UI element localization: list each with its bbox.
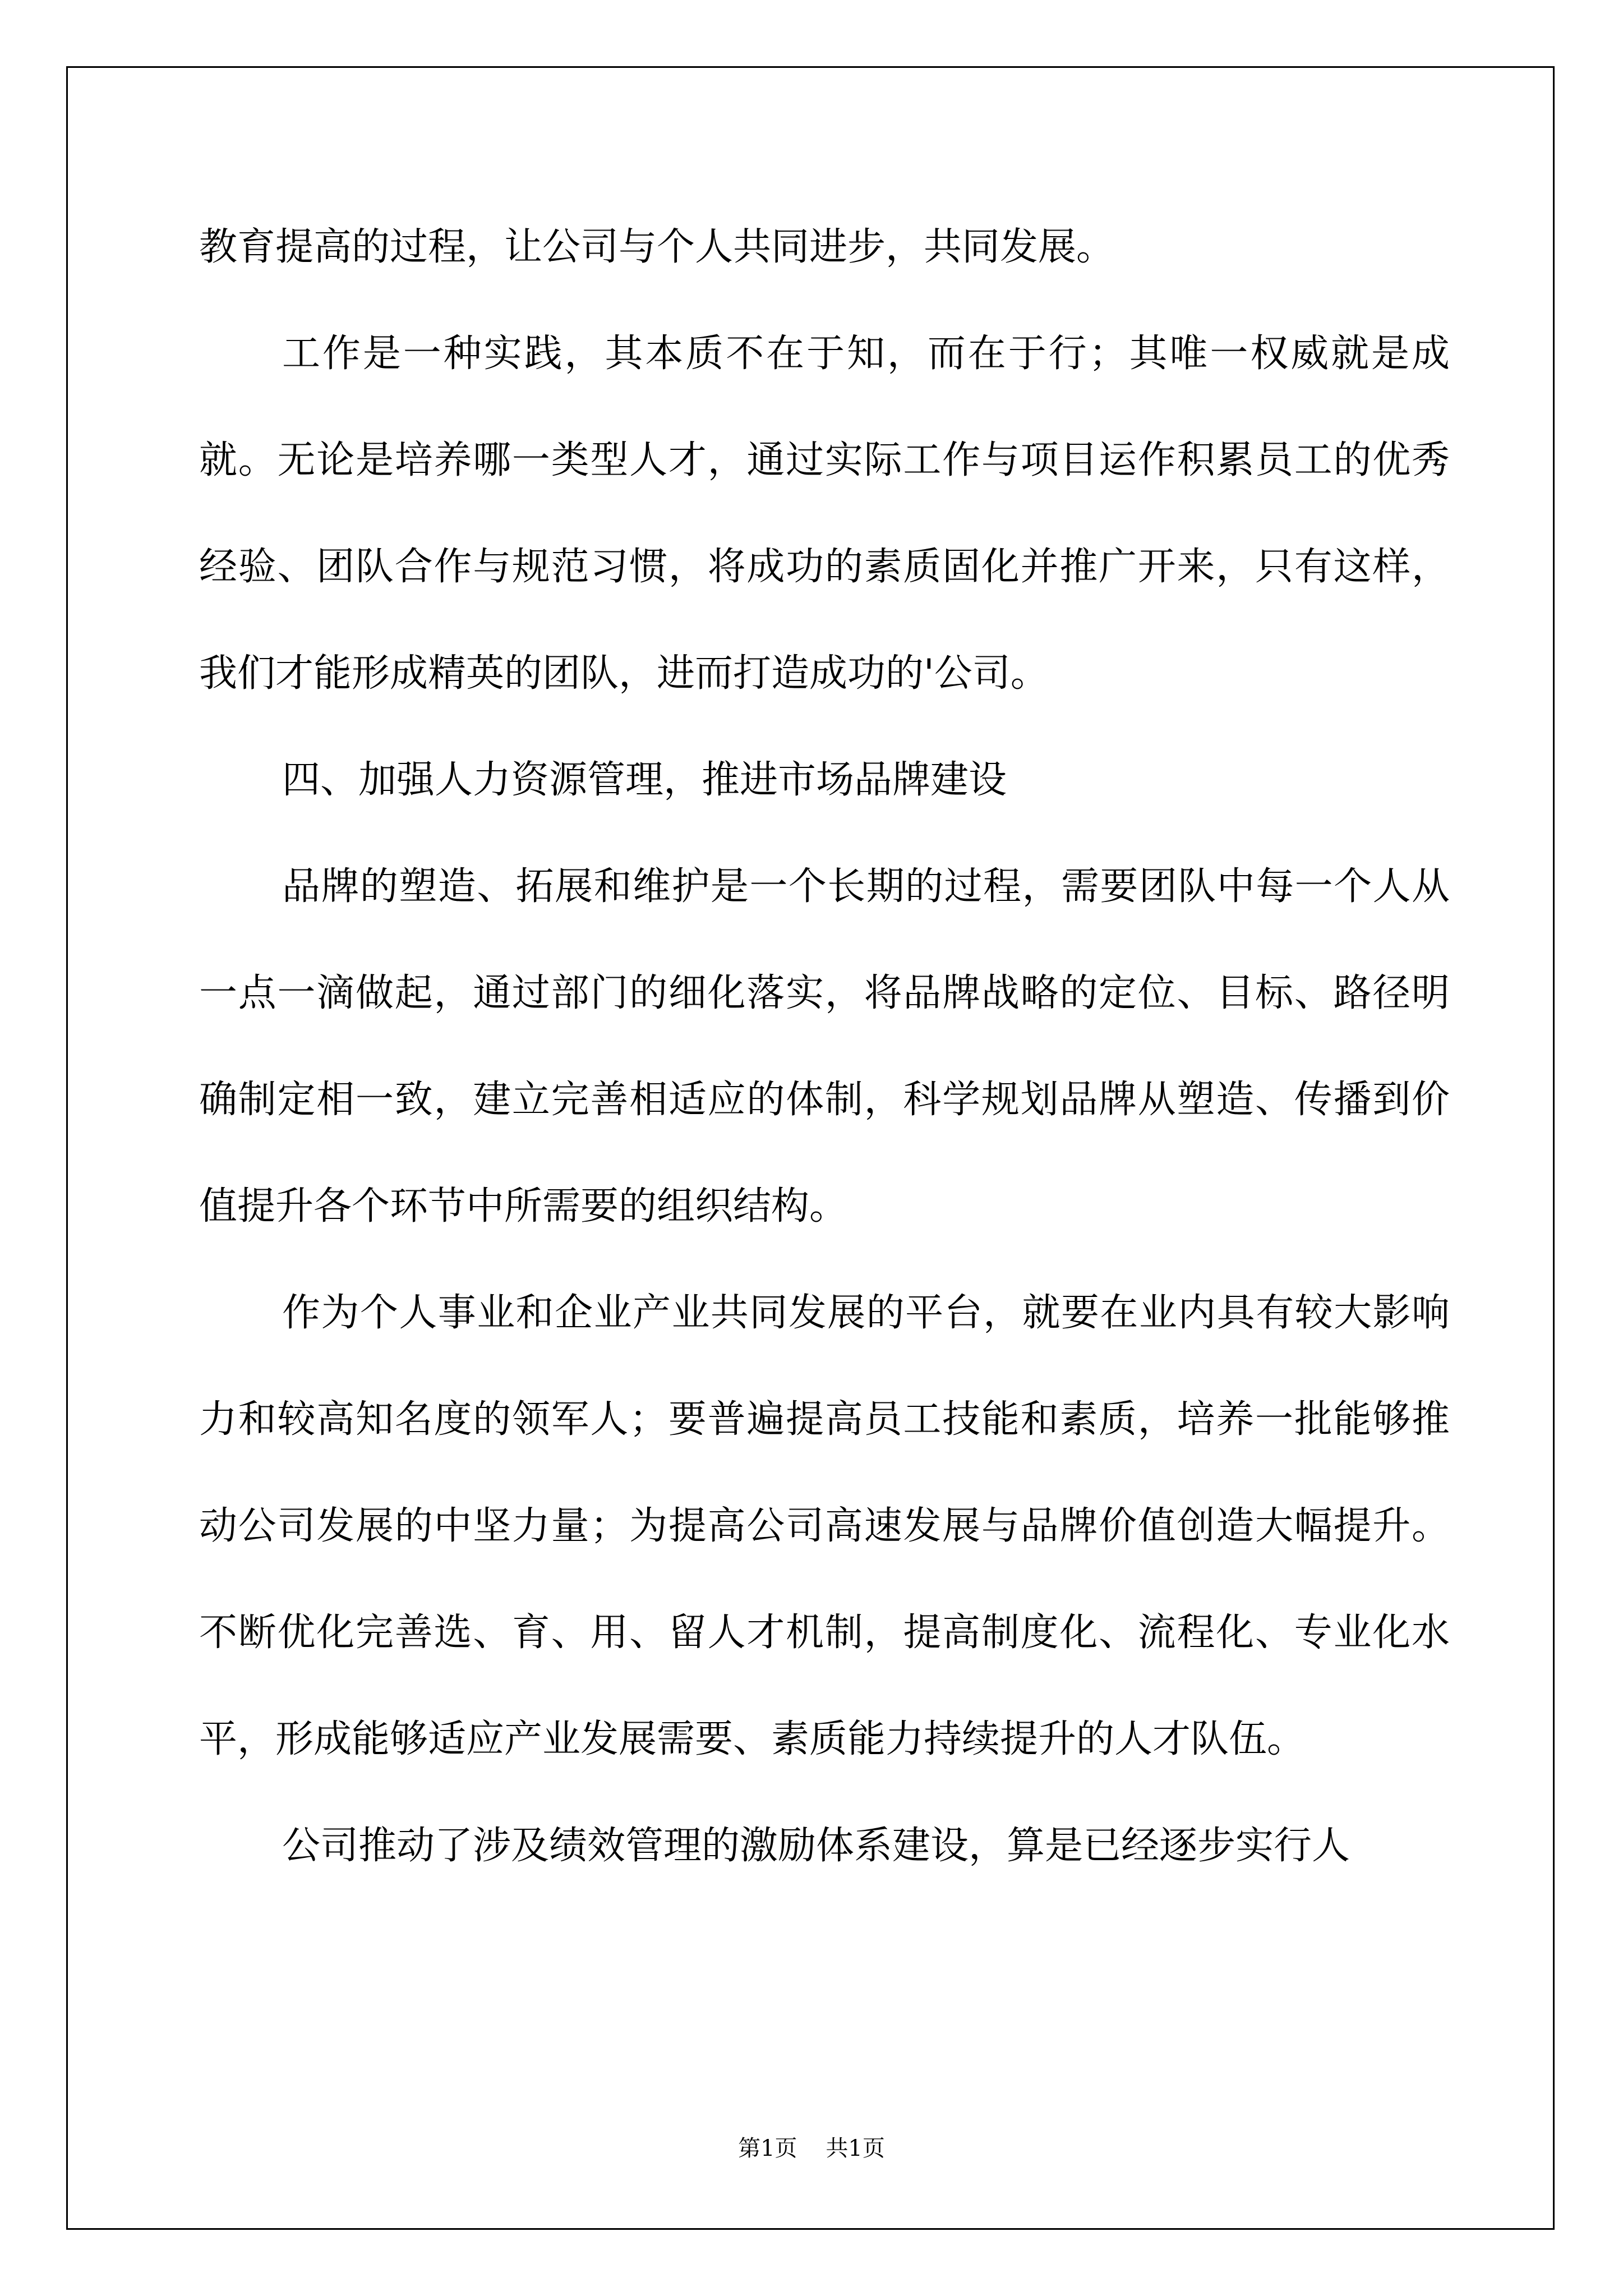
page-footer xyxy=(0,2134,1623,2162)
page-number: 第1页 xyxy=(738,2136,797,2161)
total-pages: 共1页 xyxy=(826,2136,885,2161)
paragraph-4: 作为个人事业和企业产业共同发展的平台，就要在业内具有较大影响力和较高知名度的领军人；要普遍提高员工技能和素质，培养一批能够推动公司发展的中坚力量；为提高公司高速发展与品牌价值创造大幅提升。不断优化完善选、育、用、留人才机制，提高制度化、流程化、专业化水平，形成能够适应产业发展需要、素质能力持续提升的人才队伍。 xyxy=(199,1291,1450,1761)
paragraph-2: 工作是一种实践，其本质不在于知，而在于行；其唯一权威就是成就。无论是培养哪一类型人才，通过实际工作与项目运作积累员工的优秀经验、团队合作与规范习惯，将成功的素质固化并推广开来，只有这样，我们才能形成精英的团队，进而打造成功的'公司。 xyxy=(199,332,1450,696)
paragraph-3: 品牌的塑造、拓展和维护是一个长期的过程，需要团队中每一个人从一点一滴做起，通过部门的细化落实，将品牌战略的定位、目标、路径明确制定相一致，建立完善相适应的体制，科学规划品牌从塑造、传播到价值提升各个环节中所需要的组织结构。 xyxy=(199,864,1450,1228)
document-body xyxy=(199,194,1450,1899)
paragraph-1: 教育提高的过程，让公司与个人共同进步，共同发展。 xyxy=(199,225,1115,269)
paragraph-5: 公司推动了涉及绩效管理的激励体系建设，算是已经逐步实行人 xyxy=(282,1824,1350,1868)
section-heading: 四、加强人力资源管理，推进市场品牌建设 xyxy=(282,758,1007,802)
